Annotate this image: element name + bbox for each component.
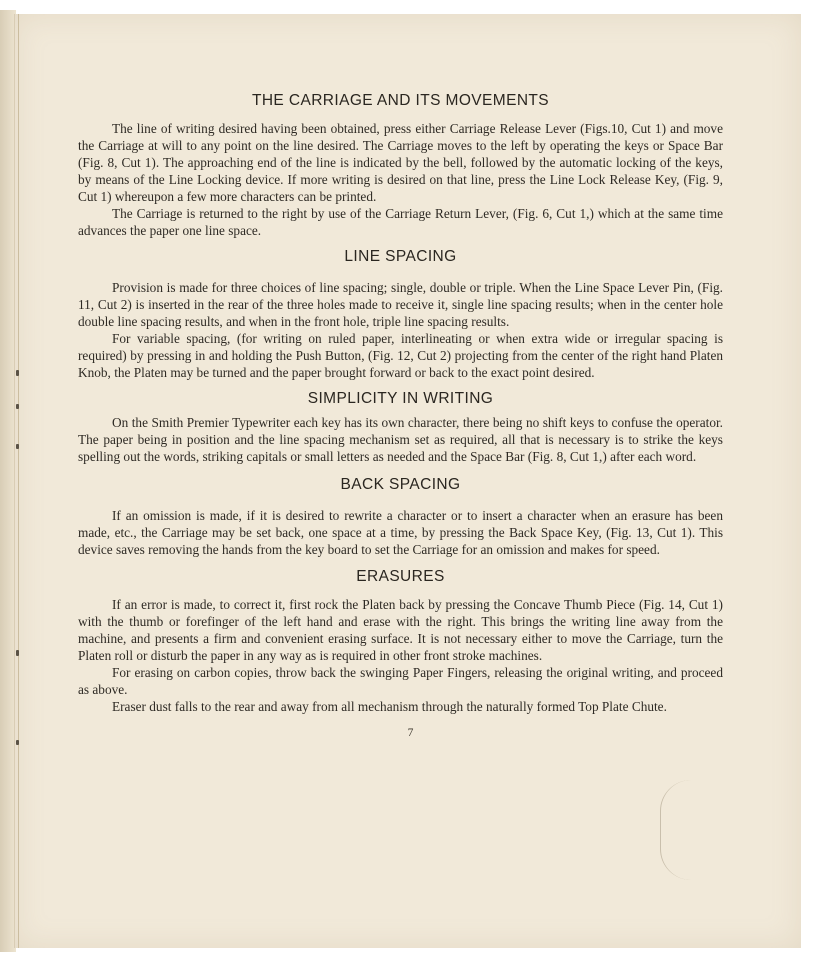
paragraph: Provision is made for three choices of line spacing; single, double or triple. When the Line Space Lever Pin, (Fig. 11, Cut 2) is inserted in the rear of the three holes made to receive it, single line spacing results; when in the center hole double line spacing results, and when in the front hole, triple line spacing results.	[78, 280, 723, 329]
heading-erasures: ERASURES	[356, 568, 445, 585]
fold-line	[18, 14, 19, 948]
binding-mark	[16, 650, 19, 656]
paragraph: If an omission is made, if it is desired to rewrite a character or to insert a character when an erasure has been made, etc., the Carriage may be set back, one space at a time, by pressing the Back Space Key, (Fig. 13, Cut 1). This device saves removing the hands from the key board to set the Carriage for an omission and makes for speed.	[78, 508, 723, 557]
heading-back-spacing: BACK SPACING	[340, 476, 461, 493]
heading-simplicity: SIMPLICITY IN WRITING	[307, 390, 494, 407]
binding-mark	[16, 404, 19, 409]
paragraph: On the Smith Premier Typewriter each key has its own character, there being no shift keys to confuse the operator. The paper being in position and the line spacing mechanism set as required, all that is necessary is to strike the keys spelling out the words, striking capitals or small letters as needed and the Space Bar (Fig. 8, Cut 1,) after each word.	[78, 415, 723, 464]
pencil-mark	[660, 780, 691, 880]
binding-mark	[16, 444, 19, 449]
paragraph: For variable spacing, (for writing on ruled paper, interlineating or when extra wide or irregular spacing is required) by pressing in and holding the Push Button, (Fig. 12, Cut 2) projecting from the center of the right hand Platen Knob, the Platen may be turned and the paper brought forward or back to the exact point desired.	[78, 331, 723, 380]
paragraph: The Carriage is returned to the right by use of the Carriage Return Lever, (Fig. 6, Cut 1,) which at the same time advances the paper one line space.	[78, 206, 723, 238]
binding-mark	[16, 370, 19, 376]
paragraph: For erasing on carbon copies, throw back the swinging Paper Fingers, releasing the original writing, and proceed as above.	[78, 665, 723, 697]
page-number: 7	[407, 727, 414, 739]
heading-line-spacing: LINE SPACING	[344, 248, 457, 265]
binding-mark	[16, 740, 19, 745]
page-content	[78, 80, 723, 739]
paragraph: The line of writing desired having been obtained, press either Carriage Release Lever (Figs.10, Cut 1) and move the Carriage at will to any point on the line desired. The Carriage moves to the left by operating the keys or Space Bar (Fig. 8, Cut 1). The approaching end of the line is indicated by the bell, followed by the automatic locking of the keys, by means of the Line Locking device. If more writing is desired on that line, press the Line Lock Release Key, (Fig. 9, Cut 1) whereupon a few more characters can be printed.	[78, 121, 723, 204]
paragraph: Eraser dust falls to the rear and away from all mechanism through the naturally formed Top Plate Chute.	[112, 699, 667, 714]
paragraph: If an error is made, to correct it, first rock the Platen back by pressing the Concave Thumb Piece (Fig. 14, Cut 1) with the thumb or forefinger of the left hand and erase with the right. This brings the writing line away from the machine, and presents a firm and convenient erasing surface. It is not necessary either to move the Carriage, turn the Platen roll or disturb the paper in any way as is required in other front stroke machines.	[78, 597, 723, 663]
heading-carriage: THE CARRIAGE AND ITS MOVEMENTS	[251, 92, 550, 109]
